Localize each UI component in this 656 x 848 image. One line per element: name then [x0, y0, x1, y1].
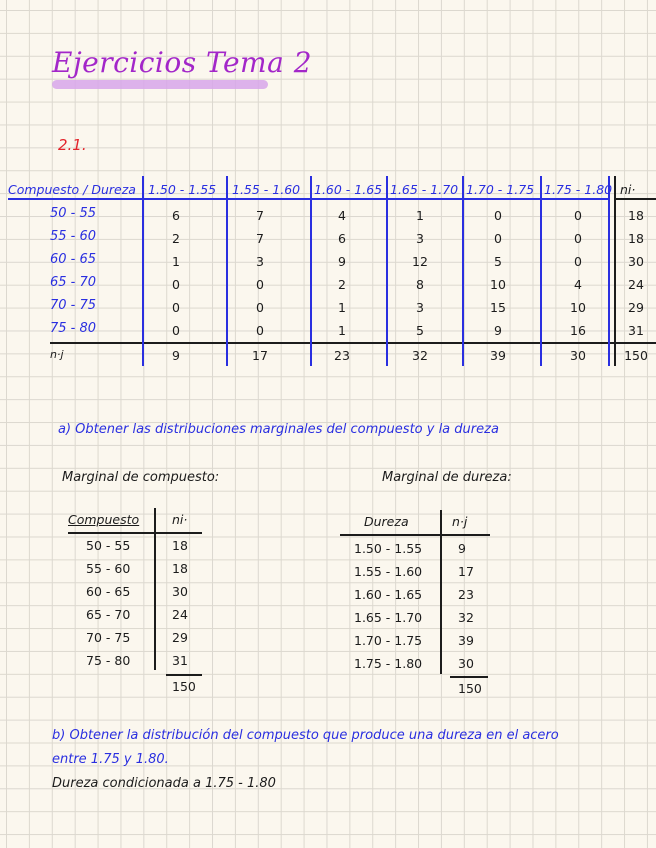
footer-label: n·j [50, 348, 64, 361]
cell: 1 [338, 300, 346, 315]
cell: 1 [338, 323, 346, 338]
row-total: 18 [628, 231, 644, 246]
marginal-label: 1.50 - 1.55 [354, 541, 423, 556]
cell: 6 [338, 231, 346, 246]
col-separator [462, 176, 464, 366]
row-label: 55 - 60 [50, 229, 97, 244]
conditional-title: Dureza condicionada a 1.75 - 1.80 [52, 776, 276, 791]
marginal-value: 9 [458, 541, 466, 556]
table-header-value: n·j [452, 514, 468, 529]
cell: 5 [494, 254, 502, 269]
column-total: 30 [570, 348, 586, 363]
marginal-label: 1.55 - 1.60 [354, 564, 423, 579]
marginal-label: 55 - 60 [86, 561, 131, 576]
row-label: 75 - 80 [50, 321, 97, 336]
col-header: 1.75 - 1.80 [544, 182, 613, 197]
marginal-dureza-table [340, 510, 500, 700]
cell: 0 [574, 231, 582, 246]
cell: 9 [338, 254, 346, 269]
question-b-line2: entre 1.75 y 1.80. [52, 752, 169, 767]
marginal-value: 31 [172, 653, 188, 668]
footer-line [50, 342, 656, 344]
col-header: 1.50 - 1.55 [148, 182, 217, 197]
cell: 0 [574, 208, 582, 223]
marginal-total: 150 [172, 679, 196, 694]
col-header: 1.60 - 1.65 [314, 182, 383, 197]
cell: 6 [172, 208, 180, 223]
cell: 12 [412, 254, 428, 269]
cell: 7 [256, 231, 264, 246]
cell: 16 [570, 323, 586, 338]
column-total: 9 [172, 348, 180, 363]
marginal-label: 1.75 - 1.80 [354, 656, 423, 671]
cell: 0 [172, 277, 180, 292]
cell: 1 [172, 254, 180, 269]
cell: 0 [256, 300, 264, 315]
total-header: ni· [620, 182, 636, 197]
row-label: 50 - 55 [50, 206, 97, 221]
row-total: 24 [628, 277, 644, 292]
marginal-value: 23 [458, 587, 474, 602]
marginal-compuesto-title: Marginal de compuesto: [62, 470, 220, 485]
cell: 0 [256, 323, 264, 338]
col-separator [540, 176, 542, 366]
cell: 15 [490, 300, 506, 315]
marginal-value: 29 [172, 630, 188, 645]
marginal-label: 65 - 70 [86, 607, 131, 622]
marginal-compuesto-table [60, 508, 210, 698]
column-total: 32 [412, 348, 428, 363]
marginal-value: 17 [458, 564, 474, 579]
marginal-value: 39 [458, 633, 474, 648]
header-line [340, 534, 490, 536]
header-line [68, 532, 202, 534]
cell: 4 [574, 277, 582, 292]
cell: 10 [570, 300, 586, 315]
col-header: 1.55 - 1.60 [232, 182, 301, 197]
marginal-value: 32 [458, 610, 474, 625]
marginal-value: 30 [458, 656, 474, 671]
cell: 3 [256, 254, 264, 269]
col-header: 1.70 - 1.75 [466, 182, 535, 197]
question-b-line1: b) Obtener la distribución del compuesto que produce una dureza en el acero [52, 728, 559, 743]
col-separator [142, 176, 144, 366]
total-line [450, 676, 488, 678]
cell: 3 [416, 231, 424, 246]
cell: 3 [416, 300, 424, 315]
col-separator [226, 176, 228, 366]
page-title: Ejercicios Tema 2 [52, 46, 313, 79]
separator-line [440, 510, 442, 674]
row-total: 31 [628, 323, 644, 338]
contingency-table [8, 176, 656, 366]
header-underline [8, 198, 608, 200]
marginal-label: 75 - 80 [86, 653, 131, 668]
header-underline-total [614, 198, 656, 200]
marginal-label: 1.70 - 1.75 [354, 633, 423, 648]
cell: 10 [490, 277, 506, 292]
col-separator [310, 176, 312, 366]
cell: 0 [574, 254, 582, 269]
row-total: 29 [628, 300, 644, 315]
row-label: 60 - 65 [50, 252, 97, 267]
cell: 0 [494, 231, 502, 246]
row-label: 70 - 75 [50, 298, 97, 313]
cell: 0 [172, 300, 180, 315]
cell: 9 [494, 323, 502, 338]
cell: 0 [172, 323, 180, 338]
cell: 4 [338, 208, 346, 223]
column-total: 17 [252, 348, 268, 363]
exercise-number: 2.1. [58, 136, 87, 154]
separator-line [154, 508, 156, 670]
column-total: 39 [490, 348, 506, 363]
marginal-label: 1.60 - 1.65 [354, 587, 423, 602]
question-a: a) Obtener las distribuciones marginales del compuesto y la dureza [58, 422, 499, 437]
cell: 0 [256, 277, 264, 292]
cell: 5 [416, 323, 424, 338]
cell: 0 [494, 208, 502, 223]
cell: 8 [416, 277, 424, 292]
corner-header: Compuesto / Dureza [8, 182, 136, 197]
marginal-value: 24 [172, 607, 188, 622]
cell: 2 [338, 277, 346, 292]
grand-total: 150 [624, 348, 648, 363]
column-total: 23 [334, 348, 350, 363]
row-label: 65 - 70 [50, 275, 97, 290]
table-header-value: ni· [172, 512, 188, 527]
marginal-value: 18 [172, 538, 188, 553]
marginal-value: 30 [172, 584, 188, 599]
title-highlight [52, 80, 268, 89]
col-header: 1.65 - 1.70 [390, 182, 459, 197]
total-line [166, 674, 202, 676]
marginal-label: 1.65 - 1.70 [354, 610, 423, 625]
cell: 2 [172, 231, 180, 246]
marginal-label: 50 - 55 [86, 538, 131, 553]
col-separator [386, 176, 388, 366]
marginal-label: 70 - 75 [86, 630, 131, 645]
marginal-label: 60 - 65 [86, 584, 131, 599]
cell: 1 [416, 208, 424, 223]
col-separator [608, 176, 610, 366]
marginal-dureza-title: Marginal de dureza: [382, 470, 512, 485]
row-total: 30 [628, 254, 644, 269]
marginal-value: 18 [172, 561, 188, 576]
row-total: 18 [628, 208, 644, 223]
marginal-total: 150 [458, 681, 482, 696]
table-header-label: Dureza [364, 514, 409, 529]
cell: 7 [256, 208, 264, 223]
table-header-label: Compuesto [68, 512, 140, 527]
